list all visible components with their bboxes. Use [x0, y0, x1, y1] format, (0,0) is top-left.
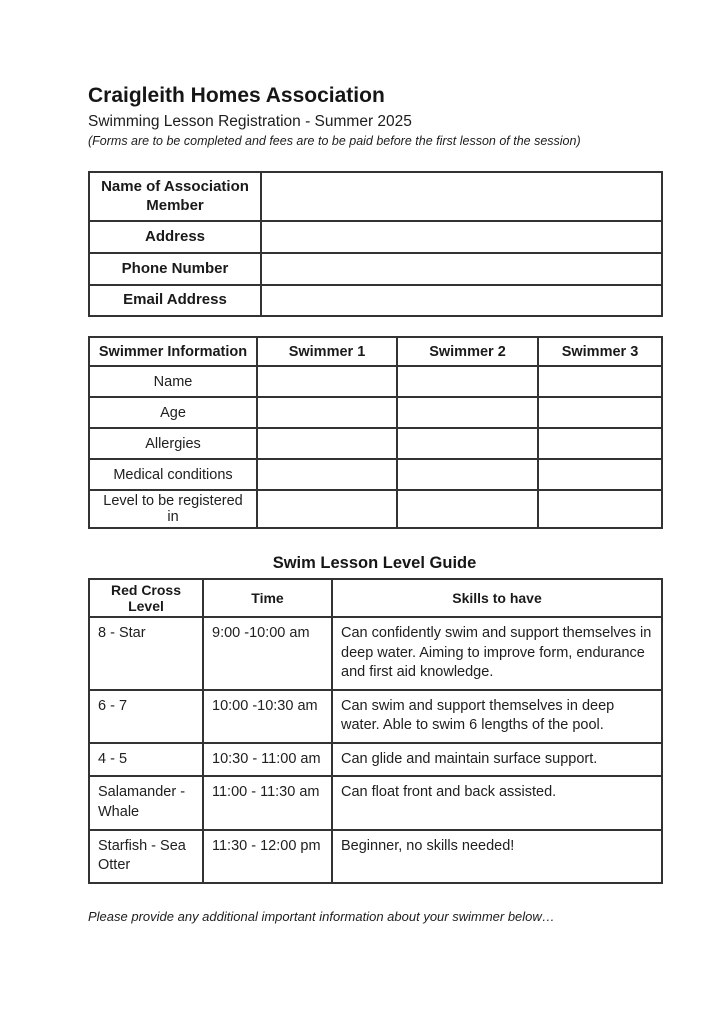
swimmer1-input-cell[interactable]: [257, 428, 397, 459]
table-row: [89, 459, 662, 490]
swimmer2-input-cell[interactable]: [397, 490, 538, 528]
member-info-table: [88, 171, 663, 317]
table-header-row: [89, 579, 662, 617]
swimmer1-input-cell[interactable]: [257, 397, 397, 428]
level-cell: Starfish - Sea Otter: [89, 830, 203, 883]
swimmer3-input-cell[interactable]: [538, 428, 662, 459]
member-name-input-cell[interactable]: [261, 172, 662, 221]
table-row: [89, 428, 662, 459]
table-row: [89, 776, 662, 829]
skills-cell: Can confidently swim and support themselves in deep water. Aiming to improve form, endurance and first aid knowledge.: [332, 617, 662, 690]
level-cell: 8 - Star: [89, 617, 203, 690]
document-subtitle: Swimming Lesson Registration - Summer 2025: [88, 113, 412, 131]
swimmer2-input-cell[interactable]: [397, 459, 538, 490]
member-info-label: Name of Association Member: [89, 172, 261, 221]
swimmer3-input-cell[interactable]: [538, 397, 662, 428]
swimmer-row-label: Medical conditions: [89, 459, 257, 490]
table-row: [89, 743, 662, 777]
table-header-row: [89, 337, 662, 366]
time-cell: 10:00 -10:30 am: [203, 690, 332, 743]
level-guide-header: Red Cross Level: [89, 579, 203, 617]
table-row: [89, 285, 662, 316]
member-info-label: Email Address: [89, 285, 261, 316]
swimmer-table-header: Swimmer 1: [257, 337, 397, 366]
table-row: [89, 690, 662, 743]
swimmer2-input-cell[interactable]: [397, 428, 538, 459]
skills-cell: Can float front and back assisted.: [332, 776, 662, 829]
member-info-label: Address: [89, 221, 261, 253]
level-guide-header: Skills to have: [332, 579, 662, 617]
additional-info-note: Please provide any additional important information about your swimmer below…: [88, 908, 555, 924]
level-cell: 6 - 7: [89, 690, 203, 743]
swimmer-table-header: Swimmer 2: [397, 337, 538, 366]
swimmer-info-table: [88, 336, 663, 529]
table-row: [89, 490, 662, 528]
email-address-input-cell[interactable]: [261, 285, 662, 316]
level-guide-title: Swim Lesson Level Guide: [272, 554, 477, 573]
skills-cell: Can swim and support themselves in deep water. Able to swim 6 lengths of the pool.: [332, 690, 662, 743]
swimmer-table-header: Swimmer Information: [89, 337, 257, 366]
swimmer-row-label: Allergies: [89, 428, 257, 459]
level-guide-header: Time: [203, 579, 332, 617]
swimmer1-input-cell[interactable]: [257, 459, 397, 490]
swimmer1-input-cell[interactable]: [257, 490, 397, 528]
skills-cell: Can glide and maintain surface support.: [332, 743, 662, 777]
table-row: [89, 221, 662, 253]
level-cell: Salamander - Whale: [89, 776, 203, 829]
skills-cell: Beginner, no skills needed!: [332, 830, 662, 883]
time-cell: 9:00 -10:00 am: [203, 617, 332, 690]
table-row: [89, 617, 662, 690]
document-content: [88, 84, 661, 924]
member-info-label: Phone Number: [89, 253, 261, 285]
document-title: Craigleith Homes Association: [88, 84, 385, 107]
level-cell: 4 - 5: [89, 743, 203, 777]
table-row: [89, 397, 662, 428]
table-row: [89, 172, 662, 221]
swimmer2-input-cell[interactable]: [397, 366, 538, 397]
time-cell: 11:30 - 12:00 pm: [203, 830, 332, 883]
swimmer3-input-cell[interactable]: [538, 459, 662, 490]
phone-number-input-cell[interactable]: [261, 253, 662, 285]
swimmer-row-label: Level to be registered in: [89, 490, 257, 528]
table-row: [89, 366, 662, 397]
time-cell: 10:30 - 11:00 am: [203, 743, 332, 777]
swimmer1-input-cell[interactable]: [257, 366, 397, 397]
level-guide-table: [88, 578, 663, 884]
swimmer-row-label: Name: [89, 366, 257, 397]
swimmer3-input-cell[interactable]: [538, 490, 662, 528]
swimmer-row-label: Age: [89, 397, 257, 428]
swimmer3-input-cell[interactable]: [538, 366, 662, 397]
table-row: [89, 830, 662, 883]
swimmer2-input-cell[interactable]: [397, 397, 538, 428]
document-instructions: (Forms are to be completed and fees are to be paid before the first lesson of the session): [88, 134, 581, 149]
table-row: [89, 253, 662, 285]
address-input-cell[interactable]: [261, 221, 662, 253]
swimmer-table-header: Swimmer 3: [538, 337, 662, 366]
time-cell: 11:00 - 11:30 am: [203, 776, 332, 829]
